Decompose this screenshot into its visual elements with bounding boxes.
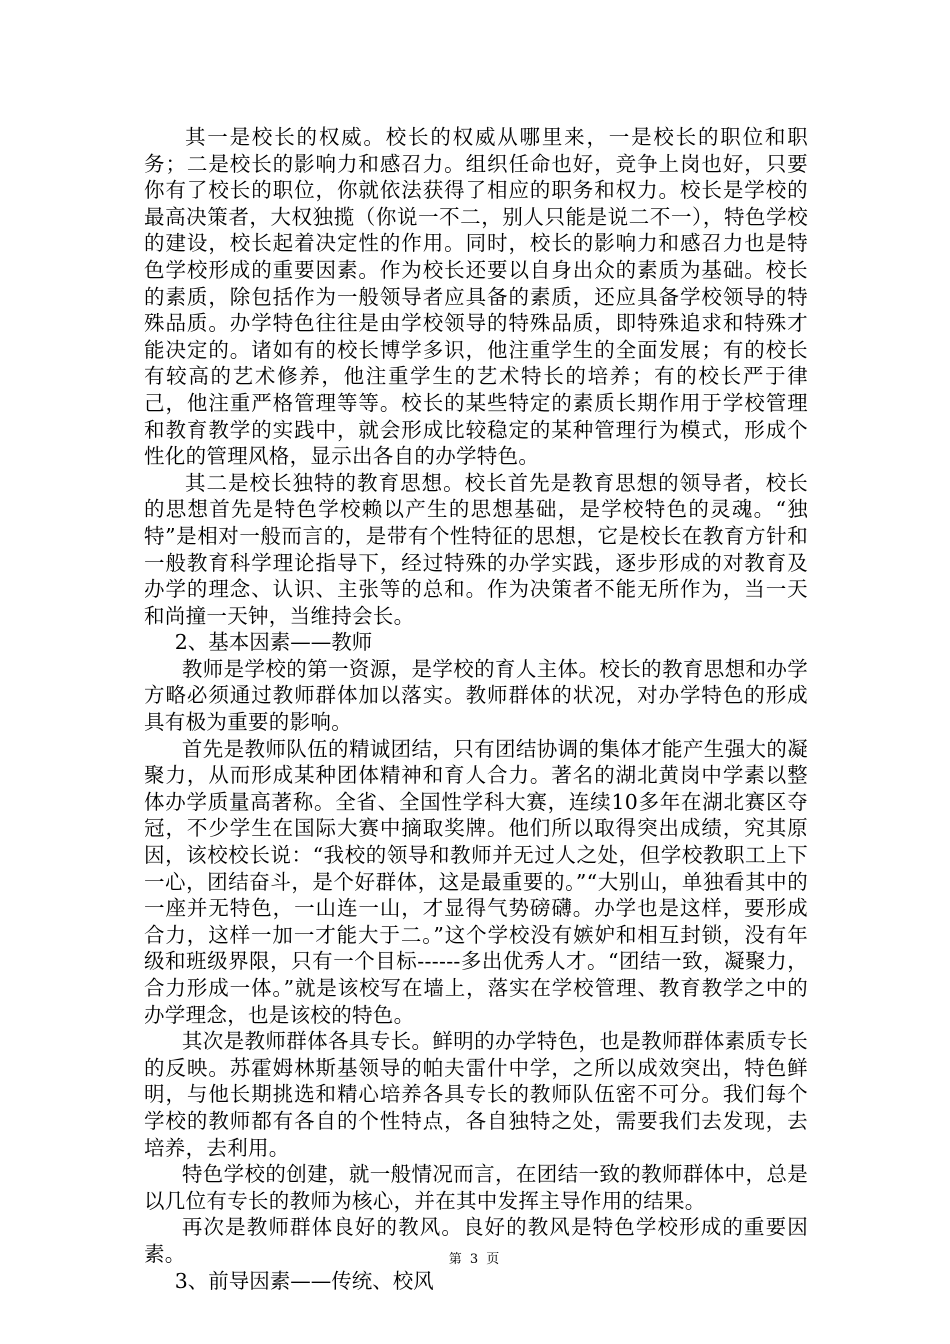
page-number-footer: 第 3 页 (448, 1252, 502, 1267)
paragraph-teacher-expertise: 其次是教师群体各具专长。鲜明的办学特色，也是教师群体素质专长的反映。苏霍姆林斯基领导的帕夫雷什中学，之所以成效突出，特色鲜明，与他长期挑选和精心培养各具专长的教师队伍密不可分。我们每个学校的教师都有各自的个性特点，各自独特之处，需要我们去发现，去培养，去利用。 (144, 1029, 808, 1160)
paragraph-teachers-resource: 教师是学校的第一资源，是学校的育人主体。校长的教育思想和办学方略必须通过教师群体加以落实。教师群体的状况，对办学特色的形成具有极为重要的影响。 (144, 656, 808, 735)
document-body (144, 124, 808, 1294)
paragraph-principal-thought: 其二是校长独特的教育思想。校长首先是教育思想的领导者，校长的思想首先是特色学校赖以产生的思想基础，是学校特色的灵魂。“独特”是相对一般而言的，是带有个性特征的思想，它是校长在教育方针和一般教育科学理论指导下，经过特殊的办学实践，逐步形成的对教育及办学的理念、认识、主张等的总和。作为决策者不能无所作为，当一天和尚撞一天钟，当维持会长。 (144, 470, 808, 628)
paragraph-teacher-unity: 首先是教师队伍的精诚团结，只有团结协调的集体才能产生强大的凝聚力，从而形成某种团体精神和育人合力。著名的湖北黄岗中学素以整体办学质量高著称。全省、全国性学科大赛，连续10多年在湖北赛区夺冠，不少学生在国际大赛中摘取奖牌。他们所以取得突出成绩，究其原因，该校校长说：“我校的领导和教师并无过人之处，但学校教职工上下一心，团结奋斗，是个好群体，这是最重要的。”“大别山，单独看其中的一座并无特色，一山连一山，才显得气势磅礴。办学也是这样，要形成合力，这样一加一才能大于二。”这个学校没有嫉妒和相互封锁，没有年级和班级界限，只有一个目标------多出优秀人才。“团结一致，凝聚力，合力形成一体。”就是该校写在墙上，落实在学校管理、教育教学之中的办学理念，也是该校的特色。 (144, 736, 808, 1027)
paragraph-teaching-style: 再次是教师群体良好的教风。良好的教风是特色学校形成的重要因素。 (144, 1215, 808, 1266)
section-heading-tradition: 3、前导因素——传统、校风 (174, 1268, 434, 1293)
section-heading-teachers: 2、基本因素——教师 (174, 630, 373, 655)
paragraph-school-creation: 特色学校的创建，就一般情况而言，在团结一致的教师群体中，总是以几位有专长的教师为核心，并在其中发挥主导作用的结果。 (144, 1162, 808, 1213)
paragraph-principal-authority: 其一是校长的权威。校长的权威从哪里来，一是校长的职位和职务；二是校长的影响力和感召力。组织任命也好，竞争上岗也好，只要你有了校长的职位，你就依法获得了相应的职务和权力。校长是学校的最高决策者，大权独揽（你说一不二，别人只能是说二不一），特色学校的建设，校长起着决定性的作用。同时，校长的影响力和感召力也是特色学校形成的重要因素。作为校长还要以自身出众的素质为基础。校长的素质，除包括作为一般领导者应具备的素质，还应具备学校领导的特殊品质。办学特色往往是由学校领导的特殊品质，即特殊追求和特殊才能决定的。诸如有的校长博学多识，他注重学生的全面发展；有的校长有较高的艺术修养，他注重学生的艺术特长的培养；有的校长严于律己，他注重严格管理等等。校长的某些特定的素质长期作用于学校管理和教育教学的实践中，就会形成比较稳定的某种管理行为模式，形成个性化的管理风格，显示出各自的办学特色。 (144, 125, 808, 469)
